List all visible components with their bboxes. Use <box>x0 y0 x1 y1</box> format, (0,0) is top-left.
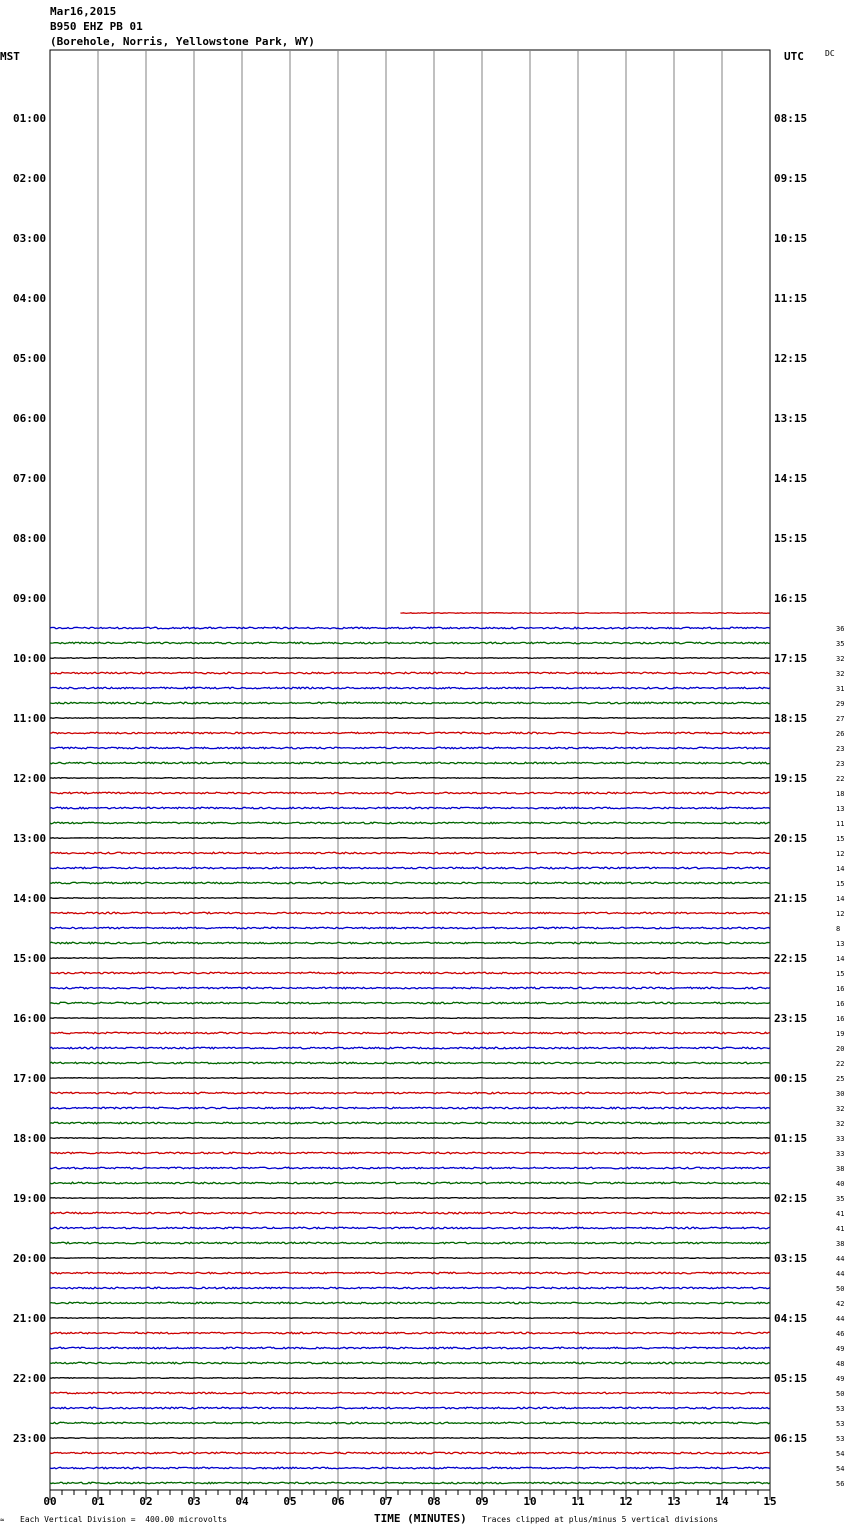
right-hour-label: 23:15 <box>774 1012 808 1025</box>
seismic-trace <box>50 672 770 674</box>
seismic-trace <box>50 1242 770 1244</box>
seismic-trace <box>50 627 770 629</box>
right-hour-label: 16:15 <box>774 592 808 605</box>
right-hour-label: 05:15 <box>774 1372 808 1385</box>
left-hour-label: 15:00 <box>13 952 47 965</box>
station-code: B950 EHZ PB 01 <box>50 20 143 33</box>
seismic-trace <box>50 898 770 899</box>
x-tick-label: 07 <box>379 1495 393 1508</box>
right-hour-label: 00:15 <box>774 1072 808 1085</box>
trace-value-label: 41 <box>836 1210 845 1218</box>
x-tick-label: 15 <box>763 1495 777 1508</box>
trace-value-label: 26 <box>836 730 845 738</box>
left-hour-label: 20:00 <box>13 1252 47 1265</box>
seismic-trace <box>50 1018 770 1019</box>
trace-value-label: 12 <box>836 910 845 918</box>
seismic-trace <box>50 1438 770 1439</box>
right-hour-label: 03:15 <box>774 1252 808 1265</box>
trace-value-label: 20 <box>836 1045 845 1053</box>
trace-value-label: 33 <box>836 1150 845 1158</box>
seismic-trace <box>50 838 770 839</box>
x-tick-label: 00 <box>43 1495 57 1508</box>
trace-value-label: 18 <box>836 790 845 798</box>
seismic-trace <box>50 1347 770 1349</box>
seismic-trace <box>50 1332 770 1334</box>
seismic-trace <box>50 658 770 659</box>
trace-value-label: 22 <box>836 775 845 783</box>
seismic-trace <box>50 778 770 779</box>
seismic-trace <box>50 1378 770 1379</box>
x-tick-label: 10 <box>523 1495 537 1508</box>
left-hour-label: 04:00 <box>13 292 47 305</box>
right-hour-label: 14:15 <box>774 472 808 485</box>
right-hour-label: 08:15 <box>774 112 808 125</box>
left-timezone-label: MST <box>0 50 20 63</box>
trace-value-label: 29 <box>836 700 845 708</box>
left-hour-label: 13:00 <box>13 832 47 845</box>
seismic-trace <box>50 1002 770 1004</box>
seismic-trace <box>50 1107 770 1109</box>
seismic-trace <box>50 1167 770 1169</box>
trace-value-label: 19 <box>836 1030 845 1038</box>
right-hour-label: 11:15 <box>774 292 808 305</box>
trace-value-label: 35 <box>836 640 845 648</box>
trace-value-label: 35 <box>836 1195 845 1203</box>
seismic-trace <box>50 1032 770 1034</box>
seismic-trace <box>50 1407 770 1409</box>
seismic-trace <box>50 1422 770 1424</box>
trace-value-label: 38 <box>836 1240 845 1248</box>
trace-value-label: 13 <box>836 805 845 813</box>
right-hour-label: 19:15 <box>774 772 808 785</box>
trace-value-label: 23 <box>836 745 845 753</box>
right-hour-label: 22:15 <box>774 952 808 965</box>
seismic-trace <box>50 987 770 989</box>
left-hour-label: 17:00 <box>13 1072 47 1085</box>
x-tick-label: 01 <box>91 1495 105 1508</box>
trace-value-label: 49 <box>836 1345 845 1353</box>
x-tick-label: 13 <box>667 1495 681 1508</box>
station-location: (Borehole, Norris, Yellowstone Park, WY) <box>50 35 315 48</box>
seismic-trace <box>50 702 770 704</box>
right-timezone-label: UTC <box>784 50 804 63</box>
seismic-trace <box>50 1272 770 1274</box>
right-hour-label: 02:15 <box>774 1192 808 1205</box>
x-tick-label: 04 <box>235 1495 249 1508</box>
right-hour-label: 21:15 <box>774 892 808 905</box>
trace-value-label: 54 <box>836 1450 845 1458</box>
trace-value-label: 49 <box>836 1375 845 1383</box>
seismic-trace <box>400 613 769 614</box>
trace-value-label: 15 <box>836 880 845 888</box>
right-hour-label: 06:15 <box>774 1432 808 1445</box>
right-hour-label: 17:15 <box>774 652 808 665</box>
x-tick-label: 03 <box>187 1495 201 1508</box>
trace-value-label: 42 <box>836 1300 845 1308</box>
right-hour-label: 15:15 <box>774 532 808 545</box>
seismic-trace <box>50 642 770 644</box>
trace-value-label: 13 <box>836 940 845 948</box>
trace-value-label: 8 <box>836 925 841 933</box>
chart-date: Mar16,2015 <box>50 5 117 18</box>
trace-value-label: 40 <box>836 1180 845 1188</box>
trace-value-label: 27 <box>836 715 845 723</box>
x-tick-label: 12 <box>619 1495 633 1508</box>
trace-value-label: 54 <box>836 1465 845 1473</box>
right-hour-label: 20:15 <box>774 832 808 845</box>
left-hour-label: 07:00 <box>13 472 47 485</box>
trace-value-label: 30 <box>836 1090 845 1098</box>
trace-value-label: 32 <box>836 1120 845 1128</box>
right-hour-label: 09:15 <box>774 172 808 185</box>
seismic-trace <box>50 1318 770 1319</box>
seismic-trace <box>50 792 770 794</box>
left-hour-label: 23:00 <box>13 1432 47 1445</box>
dc-label: DC <box>825 49 835 58</box>
seismic-trace <box>50 1482 770 1484</box>
seismic-trace <box>50 867 770 869</box>
trace-value-label: 16 <box>836 1015 845 1023</box>
trace-value-label: 53 <box>836 1435 845 1443</box>
seismic-trace <box>50 1227 770 1229</box>
trace-value-label: 14 <box>836 865 845 873</box>
x-tick-label: 06 <box>331 1495 345 1508</box>
trace-value-label: 46 <box>836 1330 845 1338</box>
trace-value-label: 36 <box>836 625 845 633</box>
left-hour-label: 14:00 <box>13 892 47 905</box>
left-hour-label: 10:00 <box>13 652 47 665</box>
trace-value-label: 38 <box>836 1165 845 1173</box>
x-tick-label: 02 <box>139 1495 153 1508</box>
seismic-trace <box>50 1078 770 1079</box>
trace-value-label: 53 <box>836 1405 845 1413</box>
seismic-trace <box>50 1452 770 1454</box>
trace-value-label: 15 <box>836 835 845 843</box>
right-hour-label: 13:15 <box>774 412 808 425</box>
seismic-trace <box>50 822 770 824</box>
trace-value-label: 16 <box>836 1000 845 1008</box>
trace-value-label: 33 <box>836 1135 845 1143</box>
trace-value-label: 12 <box>836 850 845 858</box>
left-hour-label: 19:00 <box>13 1192 47 1205</box>
right-hour-label: 18:15 <box>774 712 808 725</box>
seismic-trace <box>50 762 770 764</box>
seismic-trace <box>50 1062 770 1064</box>
trace-value-label: 32 <box>836 655 845 663</box>
trace-value-label: 53 <box>836 1420 845 1428</box>
right-hour-label: 10:15 <box>774 232 808 245</box>
seismic-trace <box>50 1287 770 1289</box>
seismic-trace <box>50 942 770 944</box>
right-hour-label: 01:15 <box>774 1132 808 1145</box>
trace-value-label: 44 <box>836 1270 845 1278</box>
trace-value-label: 15 <box>836 970 845 978</box>
seismic-trace <box>50 912 770 914</box>
seismic-trace <box>50 732 770 734</box>
right-hour-label: 04:15 <box>774 1312 808 1325</box>
trace-value-label: 44 <box>836 1315 845 1323</box>
trace-value-label: 22 <box>836 1060 845 1068</box>
x-tick-label: 14 <box>715 1495 729 1508</box>
seismic-trace <box>50 927 770 929</box>
seismic-trace <box>50 1302 770 1304</box>
x-tick-label: 08 <box>427 1495 441 1508</box>
seismic-trace <box>50 1047 770 1049</box>
left-hour-label: 06:00 <box>13 412 47 425</box>
right-hour-label: 12:15 <box>774 352 808 365</box>
trace-value-label: 32 <box>836 670 845 678</box>
left-hour-label: 18:00 <box>13 1132 47 1145</box>
x-tick-label: 05 <box>283 1495 297 1508</box>
seismic-trace <box>50 1092 770 1094</box>
seismic-trace <box>50 1392 770 1394</box>
vertical-scale-note: Each Vertical Division = 400.00 microvolts <box>20 1515 228 1524</box>
trace-value-label: 11 <box>836 820 845 828</box>
seismic-trace <box>50 687 770 689</box>
trace-value-label: 50 <box>836 1390 845 1398</box>
trace-value-label: 56 <box>836 1480 845 1488</box>
x-tick-label: 11 <box>571 1495 585 1508</box>
seismic-trace <box>50 1152 770 1154</box>
left-hour-label: 12:00 <box>13 772 47 785</box>
left-hour-label: 02:00 <box>13 172 47 185</box>
seismic-trace <box>50 1198 770 1199</box>
trace-value-label: 16 <box>836 985 845 993</box>
x-axis-title: TIME (MINUTES) <box>374 1512 467 1525</box>
left-hour-label: 03:00 <box>13 232 47 245</box>
trace-value-label: 31 <box>836 685 845 693</box>
trace-value-label: 32 <box>836 1105 845 1113</box>
trace-value-label: 14 <box>836 955 845 963</box>
left-hour-label: 22:00 <box>13 1372 47 1385</box>
seismic-trace <box>50 1467 770 1469</box>
left-hour-label: 21:00 <box>13 1312 47 1325</box>
trace-value-label: 23 <box>836 760 845 768</box>
trace-value-label: 25 <box>836 1075 845 1083</box>
trace-value-label: 44 <box>836 1255 845 1263</box>
seismic-trace <box>50 1362 770 1364</box>
seismic-trace <box>50 972 770 974</box>
left-hour-label: 11:00 <box>13 712 47 725</box>
seismic-trace <box>50 718 770 719</box>
seismic-trace <box>50 1182 770 1184</box>
seismic-trace <box>50 1122 770 1124</box>
clip-note: Traces clipped at plus/minus 5 vertical divisions <box>482 1515 719 1524</box>
seismic-trace <box>50 1258 770 1259</box>
trace-value-label: 14 <box>836 895 845 903</box>
seismic-trace <box>50 958 770 959</box>
trace-value-label: 50 <box>836 1285 845 1293</box>
left-hour-label: 05:00 <box>13 352 47 365</box>
seismic-trace <box>50 1212 770 1214</box>
trace-value-label: 48 <box>836 1360 845 1368</box>
left-hour-label: 09:00 <box>13 592 47 605</box>
seismic-trace <box>50 1138 770 1139</box>
seismic-trace <box>50 852 770 854</box>
x-tick-label: 09 <box>475 1495 489 1508</box>
seismic-trace <box>50 747 770 749</box>
footer-mark: ≈ <box>0 1516 5 1524</box>
seismic-trace <box>50 882 770 884</box>
seismic-trace <box>50 807 770 809</box>
trace-value-label: 41 <box>836 1225 845 1233</box>
left-hour-label: 08:00 <box>13 532 47 545</box>
left-hour-label: 16:00 <box>13 1012 47 1025</box>
left-hour-label: 01:00 <box>13 112 47 125</box>
